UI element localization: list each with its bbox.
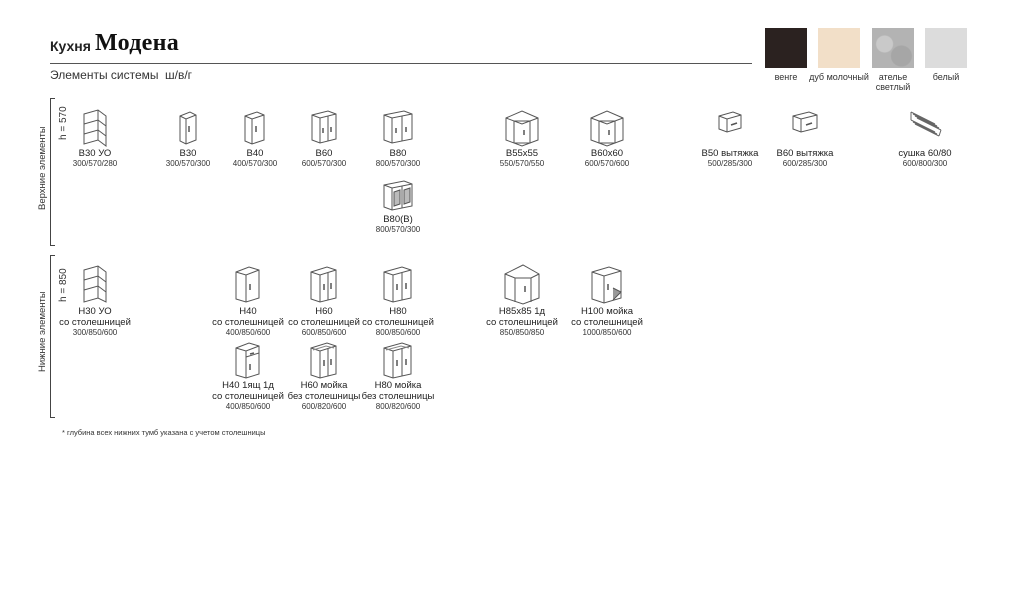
open-corner-base-icon	[80, 264, 110, 306]
base-cabinet-double-icon	[308, 264, 340, 306]
hood-cabinet-icon	[715, 108, 745, 148]
swatch-wenge	[765, 28, 807, 68]
sink-base-cabinet-icon	[589, 264, 625, 306]
header-rule	[50, 63, 752, 64]
lower-section-label: Нижние элементы	[37, 291, 48, 372]
footnote: * глубина всех нижних тумб указана с учетом столешницы	[62, 428, 266, 437]
swatch-label-white: белый	[932, 72, 960, 82]
corner-wall-cabinet-icon	[587, 108, 627, 148]
kitchen-label: Кухня	[50, 38, 91, 54]
item-dryer-60-80: сушка 60/80 600/800/300	[865, 108, 985, 169]
upper-section-label: Верхние элементы	[37, 126, 48, 210]
item-n100-sink: Н100 мойка со столешницей 1000/850/600	[547, 264, 667, 338]
item-b80-glass: В80(В) 800/570/300	[338, 178, 458, 235]
dish-dryer-icon	[905, 108, 945, 148]
item-b55x55: В55х55 550/570/550	[462, 108, 582, 169]
sink-cabinet-icon	[381, 340, 415, 380]
wall-cabinet-double-icon	[381, 108, 415, 148]
item-n30-uo: Н30 УО со столешницей 300/850/600	[35, 264, 155, 338]
swatch-label-atelier: ателье светлый	[875, 72, 911, 92]
item-n60: Н60 со столешницей 600/850/600	[264, 264, 384, 338]
sink-cabinet-icon	[308, 340, 340, 380]
model-name: Модена	[95, 30, 180, 56]
item-n85x85: Н85х85 1д со столешницей 850/850/850	[462, 262, 582, 338]
drawer-base-cabinet-icon	[233, 340, 263, 380]
item-b60x60: В60х60 600/570/600	[547, 108, 667, 169]
corner-wall-cabinet-icon	[502, 108, 542, 148]
item-b60: В60 600/570/300	[264, 108, 384, 169]
upper-height-label: h = 570	[58, 106, 69, 140]
item-b60-hood: В60 вытяжка 600/285/300	[745, 108, 865, 169]
swatch-atelier-light	[872, 28, 914, 68]
dims-header: ш/в/г	[165, 68, 193, 82]
item-n40: Н40 со столешницей 400/850/600	[188, 264, 308, 338]
item-n80: Н80 со столешницей 800/850/600	[338, 264, 458, 338]
item-b40: В40 400/570/300	[195, 108, 315, 169]
swatch-label-wenge: венге	[774, 72, 798, 82]
swatch-white	[925, 28, 967, 68]
swatch-label-milk-oak: дуб молочный	[809, 72, 869, 82]
base-cabinet-double-icon	[381, 264, 415, 306]
swatch-milk-oak	[818, 28, 860, 68]
base-cabinet-icon	[233, 264, 263, 306]
item-n80-sink: Н80 мойка без столешницы 800/820/600	[338, 340, 458, 412]
item-b50-hood: В50 вытяжка 500/285/300	[670, 108, 790, 169]
glass-wall-cabinet-icon	[381, 178, 415, 214]
hood-cabinet-icon	[789, 108, 821, 148]
wall-cabinet-double-icon	[309, 108, 339, 148]
item-n40-drawer: Н40 1ящ 1д со столешницей 400/850/600	[188, 340, 308, 412]
subtitle: Элементы системы	[50, 68, 159, 82]
item-b30: В30 300/570/300	[128, 108, 248, 169]
item-n60-sink: Н60 мойка без столешницы 600/820/600	[264, 340, 384, 412]
item-b30-uo: В30 УО 300/570/280	[35, 108, 155, 169]
item-b80: В80 800/570/300	[338, 108, 458, 169]
lower-height-label: h = 850	[58, 268, 69, 302]
corner-base-cabinet-icon	[501, 262, 543, 306]
open-corner-shelf-icon	[80, 108, 110, 148]
